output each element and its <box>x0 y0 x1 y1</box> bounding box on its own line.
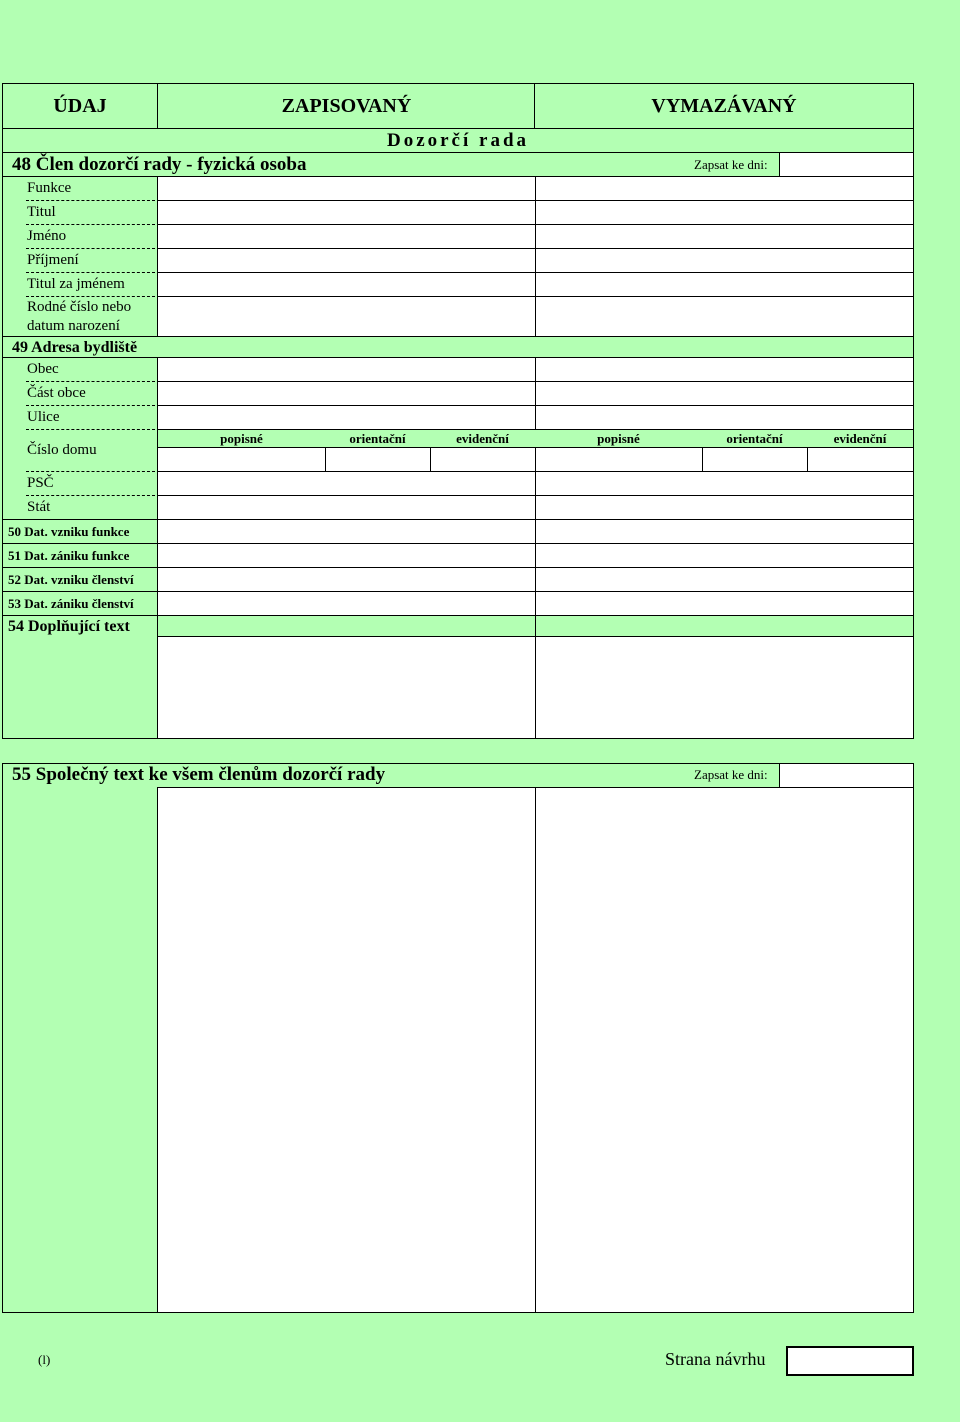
common-title: 55 Společný text ke všem členům dozorčí rady <box>12 764 386 785</box>
label-titul: Titul <box>27 204 56 220</box>
obec-zapisovany[interactable] <box>158 358 535 381</box>
titul-za-vymazavany[interactable] <box>536 273 913 296</box>
rodne-vymazavany[interactable] <box>536 297 913 336</box>
label-rodne-1: Rodné číslo nebo <box>27 299 132 315</box>
strana-field[interactable] <box>786 1346 914 1376</box>
label-obec: Obec <box>27 361 59 377</box>
jmeno-zapisovany[interactable] <box>158 225 535 248</box>
d52-zapisovany[interactable] <box>158 568 535 591</box>
cislo-evidencni-zap[interactable] <box>431 448 535 471</box>
common-vymazavany[interactable] <box>536 788 913 1312</box>
label-stat: Stát <box>27 499 51 515</box>
address-title: 49 Adresa bydliště <box>12 339 138 356</box>
d50-vymazavany[interactable] <box>536 520 913 543</box>
footer-strana-label: Strana návrhu <box>665 1349 766 1369</box>
label-d50: 50 Dat. vzniku funkce <box>8 524 130 539</box>
footer-left: (l) <box>38 1352 51 1367</box>
label-funkce: Funkce <box>27 180 72 196</box>
ulice-zapisovany[interactable] <box>158 406 535 429</box>
section-title: Dozorčí rada <box>386 130 530 151</box>
member-date-field[interactable] <box>779 153 913 176</box>
sub-evidencni-2: evidenční <box>833 431 887 446</box>
sub-orientacni-2: orientační <box>726 431 783 446</box>
label-prijmeni: Příjmení <box>27 252 79 268</box>
cast-obce-vymazavany[interactable] <box>536 382 913 405</box>
label-d52: 52 Dat. vzniku členství <box>8 572 134 587</box>
d52-vymazavany[interactable] <box>536 568 913 591</box>
label-rodne-2: datum narození <box>27 318 120 334</box>
rodne-zapisovany[interactable] <box>158 297 535 336</box>
stat-zapisovany[interactable] <box>158 496 535 519</box>
label-ulice: Ulice <box>27 409 60 425</box>
cislo-orientacni-zap[interactable] <box>326 448 430 471</box>
label-psc: PSČ <box>27 475 54 491</box>
titul-za-zapisovany[interactable] <box>158 273 535 296</box>
header-zapisovany: ZAPISOVANÝ <box>281 95 412 117</box>
prijmeni-vymazavany[interactable] <box>536 249 913 272</box>
common-date-field[interactable] <box>779 764 913 787</box>
d53-zapisovany[interactable] <box>158 592 535 615</box>
extra-title: 54 Doplňující text <box>8 618 130 635</box>
header-udaj: ÚDAJ <box>53 95 107 117</box>
prijmeni-zapisovany[interactable] <box>158 249 535 272</box>
sub-popisne-1: popisné <box>220 431 263 446</box>
psc-vymazavany[interactable] <box>536 472 913 495</box>
sub-evidencni-1: evidenční <box>456 431 509 446</box>
sub-orientacni-1: orientační <box>349 431 406 446</box>
label-titul-za: Titul za jménem <box>27 276 125 292</box>
d51-vymazavany[interactable] <box>536 544 913 567</box>
funkce-vymazavany[interactable] <box>536 177 913 200</box>
ulice-vymazavany[interactable] <box>536 406 913 429</box>
cislo-evidencni-vym[interactable] <box>808 448 913 471</box>
cislo-popisne-zap[interactable] <box>158 448 325 471</box>
common-date-label: Zapsat ke dni: <box>694 767 768 782</box>
label-jmeno: Jméno <box>27 228 67 244</box>
d50-zapisovany[interactable] <box>158 520 535 543</box>
sub-popisne-2: popisné <box>597 431 640 446</box>
common-zapisovany[interactable] <box>158 788 535 1312</box>
label-cast-obce: Část obce <box>27 385 86 401</box>
extra-vymazavany[interactable] <box>536 637 913 738</box>
label-cislo-domu: Číslo domu <box>27 442 97 458</box>
obec-vymazavany[interactable] <box>536 358 913 381</box>
label-d51: 51 Dat. zániku funkce <box>8 548 130 563</box>
member-title: 48 Člen dozorčí rady - fyzická osoba <box>12 154 307 175</box>
psc-zapisovany[interactable] <box>158 472 535 495</box>
stat-vymazavany[interactable] <box>536 496 913 519</box>
cast-obce-zapisovany[interactable] <box>158 382 535 405</box>
header-vymazavany: VYMAZÁVANÝ <box>651 95 797 117</box>
extra-zapisovany[interactable] <box>158 637 535 738</box>
d53-vymazavany[interactable] <box>536 592 913 615</box>
label-d53: 53 Dat. zániku členství <box>8 596 134 611</box>
cislo-orientacni-vym[interactable] <box>703 448 807 471</box>
titul-vymazavany[interactable] <box>536 201 913 224</box>
cislo-popisne-vym[interactable] <box>536 448 702 471</box>
d51-zapisovany[interactable] <box>158 544 535 567</box>
jmeno-vymazavany[interactable] <box>536 225 913 248</box>
member-date-label: Zapsat ke dni: <box>694 157 768 172</box>
titul-zapisovany[interactable] <box>158 201 535 224</box>
funkce-zapisovany[interactable] <box>158 177 535 200</box>
